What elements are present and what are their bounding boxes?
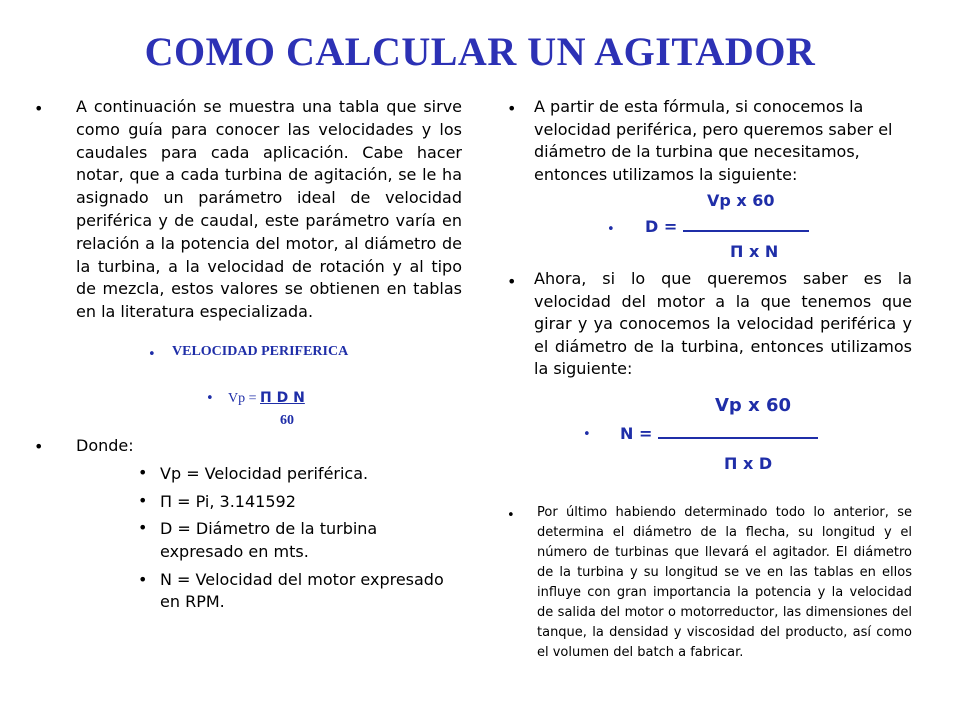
bullet-marker: • xyxy=(507,272,517,291)
slide-title: COMO CALCULAR UN AGITADOR xyxy=(144,29,816,74)
bullet-marker: • xyxy=(206,391,214,406)
definition-item: Π = Pi, 3.141592 xyxy=(160,492,296,511)
definition-item: D = Diámetro de la turbina expresado en mts. xyxy=(160,519,378,561)
final-paragraph: Por último habiendo determinado todo lo anterior, se determina el diámetro de la flecha, su longitud y el número de turbinas que llevará el agitador. El diámetro de la turbina y su longitud se ve en las tablas en ellos influye con gran importancia la potencia y la velocidad de salida del motor o motorreductor, las dimensiones del tanque, la densidad y viscosidad del producto, así como el volumen del batch a fabricar. xyxy=(537,505,912,660)
bullet-marker: • xyxy=(583,427,591,442)
definition-item: N = Velocidad del motor expresado en RPM. xyxy=(160,570,444,611)
definition-item: Vp = Velocidad periférica. xyxy=(160,464,369,483)
bullet-marker: • xyxy=(138,463,148,482)
vp-formula xyxy=(228,390,305,407)
where-label: Donde: xyxy=(76,436,134,455)
formula1-denominator: Π x N xyxy=(730,242,779,261)
bullet-marker: • xyxy=(138,491,148,510)
formula-denominator: 60 xyxy=(280,413,294,428)
fraction-line xyxy=(683,230,809,232)
diameter-formula xyxy=(645,217,809,236)
intro-paragraph: A continuación se muestra una tabla que sirve como guía para conocer las velocidades y los caudales para cada aplicación. Cabe hacer notar, que a cada turbina de agitación, se le ha asignado un parámetro ideal de velocidad periférica y de caudal, este parámetro varía en relación a la potencia del motor, al diámetro de la turbina, a la velocidad de rotación y al tipo de mezcla, estos valores se obtienen en tablas en la literatura especializada. xyxy=(76,97,462,322)
diameter-intro-paragraph: A partir de esta fórmula, si conocemos la velocidad periférica, pero queremos saber el diámetro de la turbina que necesitamos, entonces utilizamos la siguiente: xyxy=(534,97,893,184)
bullet-marker: • xyxy=(138,518,148,537)
formula-numerator: Π D N xyxy=(260,390,305,406)
motor-speed-paragraph: Ahora, si lo que queremos saber es la velocidad del motor a la que tenemos que girar y ya conocemos la velocidad periférica y el diámetro de la turbina, entonces utilizamos la siguiente: xyxy=(534,269,912,379)
speed-formula xyxy=(620,424,818,443)
bullet-marker: • xyxy=(148,347,156,362)
formula-lhs: N = xyxy=(620,424,658,443)
formula-lhs: D = xyxy=(645,217,683,236)
fraction-line xyxy=(658,437,818,439)
bullet-marker: • xyxy=(507,508,515,523)
bullet-marker: • xyxy=(607,222,615,237)
formula1-numerator: Vp x 60 xyxy=(707,191,775,210)
bullet-marker: • xyxy=(507,99,517,118)
peripheral-speed-heading: VELOCIDAD PERIFERICA xyxy=(172,344,349,359)
formula-lhs: Vp = xyxy=(228,391,261,406)
bullet-marker: • xyxy=(34,437,44,456)
formula2-numerator: Vp x 60 xyxy=(715,395,792,416)
bullet-marker: • xyxy=(34,99,44,118)
bullet-marker: • xyxy=(138,570,148,589)
formula2-denominator: Π x D xyxy=(724,454,773,473)
